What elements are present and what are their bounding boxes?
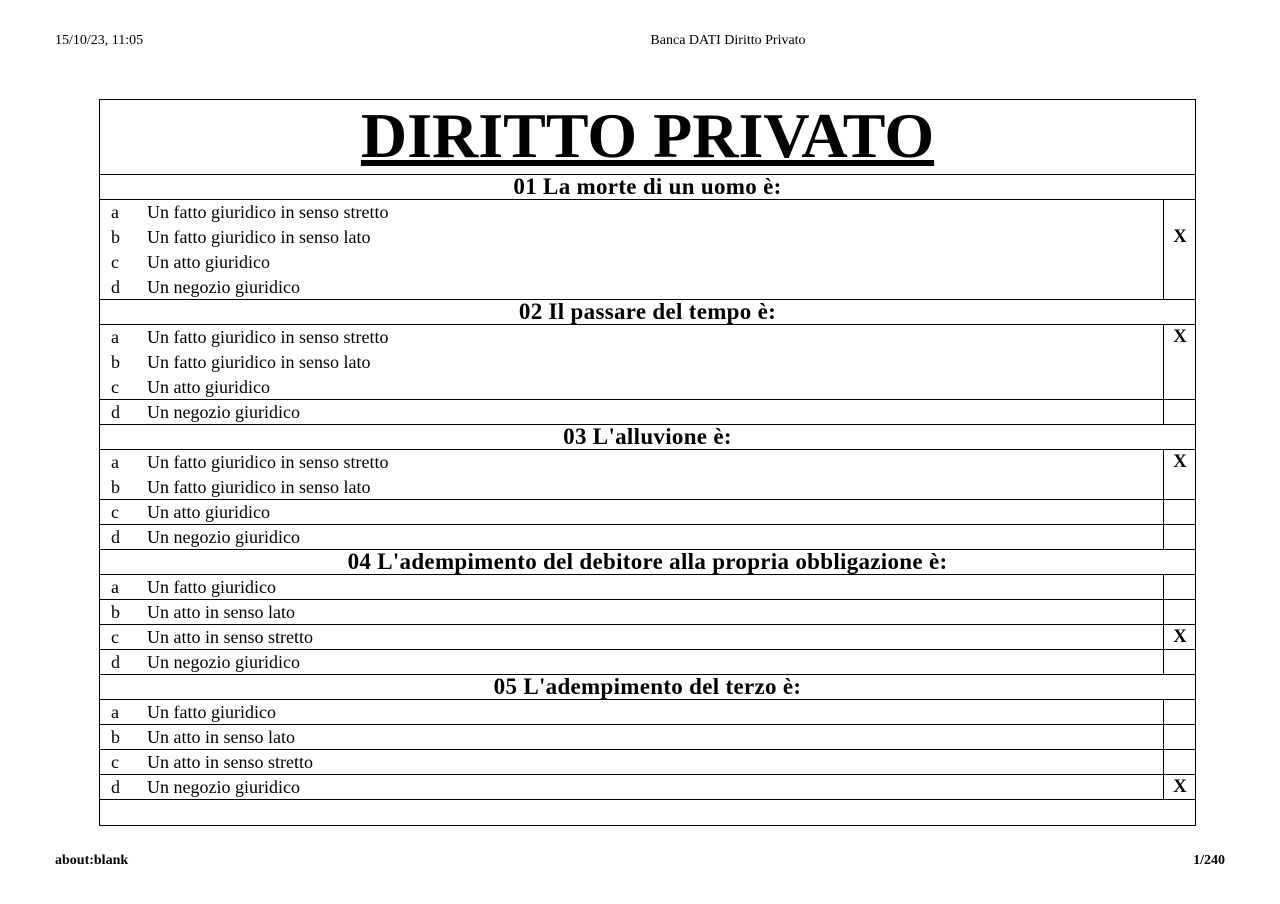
answer-mark [1163, 500, 1196, 524]
answer-row [100, 400, 1195, 425]
answer-row [100, 700, 1195, 725]
question-title: 04 L'adempimento del debitore alla propria obbligazione è: [100, 550, 1195, 575]
answer-text: Un fatto giuridico in senso lato [147, 227, 371, 247]
answer-letter: a [111, 327, 119, 347]
answer-text: Un negozio giuridico [147, 777, 300, 797]
question-title: 02 Il passare del tempo è: [100, 300, 1195, 325]
answer-row [100, 275, 1195, 300]
question-title: 01 La morte di un uomo è: [100, 175, 1195, 200]
answer-text: Un atto giuridico [147, 377, 270, 397]
answer-mark: X [1163, 325, 1196, 350]
answer-letter: d [111, 402, 120, 422]
answer-letter: c [111, 252, 119, 272]
answer-text: Un fatto giuridico [147, 702, 276, 722]
answer-row [100, 625, 1195, 650]
answer-letter: b [111, 227, 120, 247]
answer-letter: d [111, 652, 120, 672]
answer-mark [1163, 725, 1196, 749]
answer-row [100, 775, 1195, 800]
answer-text: Un fatto giuridico in senso stretto [147, 327, 389, 347]
answer-letter: b [111, 727, 120, 747]
answer-row [100, 450, 1195, 475]
answer-row [100, 225, 1195, 250]
answer-mark [1163, 750, 1196, 774]
answer-text: Un fatto giuridico in senso lato [147, 352, 371, 372]
answer-letter: a [111, 702, 119, 722]
answer-mark: X [1163, 450, 1196, 475]
answer-row [100, 250, 1195, 275]
print-url: about:blank [55, 853, 129, 868]
answer-letter: c [111, 752, 119, 772]
answer-row [100, 725, 1195, 750]
answer-letter: a [111, 577, 119, 597]
answer-mark [1163, 600, 1196, 624]
answer-row [100, 650, 1195, 675]
answer-text: Un negozio giuridico [147, 652, 300, 672]
answer-text: Un fatto giuridico in senso stretto [147, 452, 389, 472]
print-page-title: Banca DATI Diritto Privato [650, 33, 806, 48]
answer-letter: d [111, 277, 120, 297]
answer-mark: X [1163, 225, 1196, 250]
answer-row [100, 525, 1195, 550]
question-sheet [99, 99, 1196, 826]
answer-text: Un atto giuridico [147, 502, 270, 522]
answer-mark: X [1163, 775, 1196, 799]
print-datetime: 15/10/23, 11:05 [55, 33, 144, 48]
document-title: DIRITTO PRIVATO [100, 100, 1195, 175]
answer-mark [1163, 475, 1196, 499]
answer-mark [1163, 700, 1196, 724]
answer-text: Un atto in senso lato [147, 602, 295, 622]
answer-text: Un negozio giuridico [147, 527, 300, 547]
answer-letter: c [111, 377, 119, 397]
answer-mark: X [1163, 625, 1196, 649]
answer-letter: b [111, 602, 120, 622]
answer-letter: c [111, 502, 119, 522]
answer-letter: d [111, 777, 120, 797]
answer-mark [1163, 575, 1196, 599]
answer-letter: b [111, 477, 120, 497]
answer-text: Un fatto giuridico in senso lato [147, 477, 371, 497]
print-page-number: 1/240 [1193, 853, 1225, 868]
answer-mark [1163, 275, 1196, 299]
answer-text: Un atto giuridico [147, 252, 270, 272]
answer-row [100, 500, 1195, 525]
answer-row [100, 575, 1195, 600]
answer-text: Un atto in senso stretto [147, 752, 313, 772]
answer-mark [1163, 525, 1196, 549]
answer-text: Un atto in senso lato [147, 727, 295, 747]
answer-letter: c [111, 627, 119, 647]
answer-text: Un negozio giuridico [147, 402, 300, 422]
answer-letter: d [111, 527, 120, 547]
answer-mark [1163, 650, 1196, 674]
answer-row [100, 475, 1195, 500]
answer-mark [1163, 350, 1196, 375]
question-title: 05 L'adempimento del terzo è: [100, 675, 1195, 700]
answer-text: Un fatto giuridico [147, 577, 276, 597]
answer-row [100, 200, 1195, 225]
answer-letter: b [111, 352, 120, 372]
answer-row [100, 325, 1195, 350]
answer-row [100, 375, 1195, 400]
answer-text: Un fatto giuridico in senso stretto [147, 202, 389, 222]
answer-text: Un negozio giuridico [147, 277, 300, 297]
answer-row [100, 750, 1195, 775]
question-title: 03 L'alluvione è: [100, 425, 1195, 450]
answer-row [100, 600, 1195, 625]
answer-text: Un atto in senso stretto [147, 627, 313, 647]
answer-row [100, 350, 1195, 375]
answer-mark [1163, 400, 1196, 424]
answer-mark [1163, 200, 1196, 225]
answer-mark [1163, 375, 1196, 399]
answer-mark [1163, 250, 1196, 275]
answer-letter: a [111, 202, 119, 222]
answer-letter: a [111, 452, 119, 472]
